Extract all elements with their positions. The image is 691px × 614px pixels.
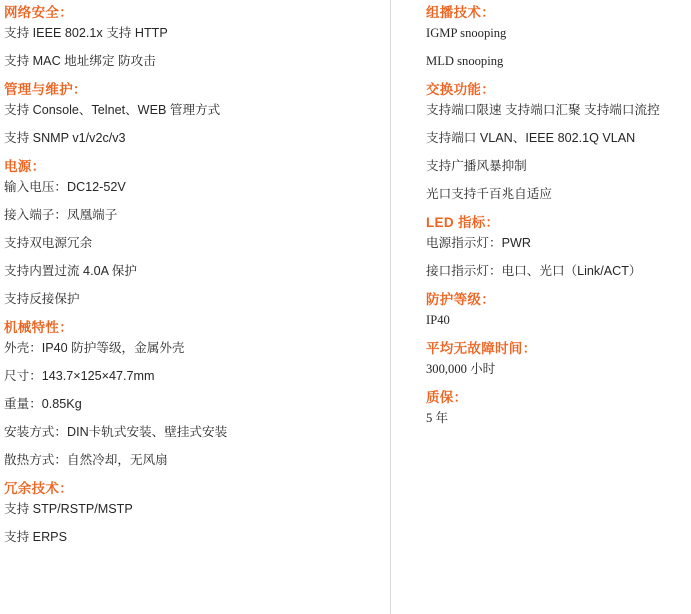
spec-item: 光口支持千百兆自适应 <box>426 187 552 201</box>
section-heading-led: LED 指标： <box>426 215 500 230</box>
spec-item: 重量：0.85Kg <box>4 397 82 411</box>
section-heading-power: 电源： <box>4 159 46 174</box>
section-heading-network-security: 网络安全： <box>4 5 73 20</box>
spec-item: 支持双电源冗余 <box>4 236 93 250</box>
spec-item: 支持内置过流 4.0A 保护 <box>4 264 137 278</box>
spec-item: 支持广播风暴抑制 <box>426 159 527 173</box>
spec-item: 支持端口 VLAN、IEEE 802.1Q VLAN <box>426 131 636 145</box>
spec-item: 300,000 小时 <box>426 362 496 376</box>
section-heading-mechanical: 机械特性： <box>4 320 73 335</box>
spec-item: 5 年 <box>426 411 449 425</box>
section-heading-management: 管理与维护： <box>4 82 87 97</box>
spec-item: 支持 Console、Telnet、WEB 管理方式 <box>4 103 221 117</box>
section-heading-redundancy: 冗余技术： <box>4 481 73 496</box>
spec-item: IP40 <box>426 313 450 327</box>
spec-item: MLD snooping <box>426 54 504 68</box>
spec-item: 支持 STP/RSTP/MSTP <box>4 502 133 516</box>
spec-item: 输入电压：DC12-52V <box>4 180 126 194</box>
spec-item: 尺寸：143.7×125×47.7mm <box>4 369 155 383</box>
section-heading-warranty: 质保： <box>426 390 468 405</box>
spec-item: 外壳：IP40 防护等级，金属外壳 <box>4 341 185 355</box>
spec-item: 支持 SNMP v1/v2c/v3 <box>4 131 126 145</box>
section-heading-switching: 交换功能： <box>426 82 495 97</box>
spec-item: 支持 ERPS <box>4 530 67 544</box>
section-heading-protection-level: 防护等级： <box>426 292 495 307</box>
spec-item: 安装方式：DIN卡轨式安装、壁挂式安装 <box>4 425 228 439</box>
spec-item: 支持 IEEE 802.1x 支持 HTTP <box>4 26 168 40</box>
right-column <box>390 0 691 439</box>
spec-item: 支持 MAC 地址绑定 防攻击 <box>4 54 156 68</box>
spec-item: 散热方式：自然冷却，无风扇 <box>4 453 168 467</box>
spec-item: 电源指示灯：PWR <box>426 236 531 250</box>
section-heading-mtbf: 平均无故障时间： <box>426 341 537 356</box>
spec-item: 接入端子：凤凰端子 <box>4 208 118 222</box>
section-heading-multicast: 组播技术： <box>426 5 495 20</box>
spec-item: 接口指示灯：电口、光口（Link/ACT） <box>426 264 642 278</box>
spec-item: IGMP snooping <box>426 26 507 40</box>
spec-item: 支持端口限速 支持端口汇聚 支持端口流控 <box>426 103 660 117</box>
spec-item: 支持反接保护 <box>4 292 80 306</box>
